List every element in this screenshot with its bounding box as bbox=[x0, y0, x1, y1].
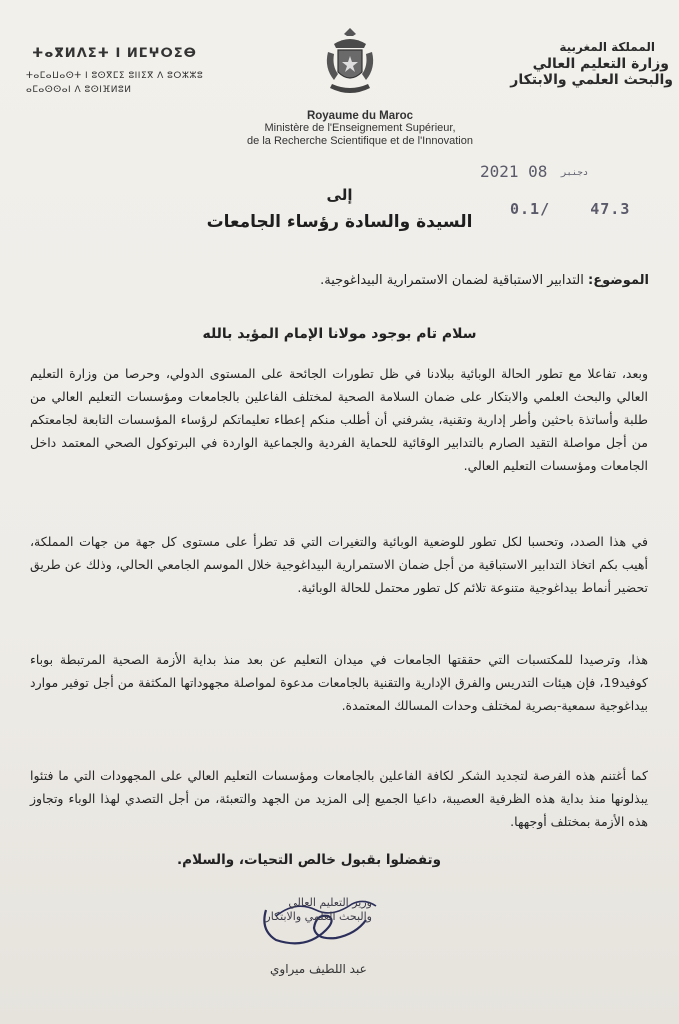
french-line-3: de la Recherche Scientifique et de l'Innovation bbox=[247, 135, 473, 147]
date-year: 2021 bbox=[480, 162, 519, 181]
subject-text: التدابير الاستباقية لضمان الاستمرارية البيداغوجية. bbox=[320, 273, 588, 288]
date-day: 08 bbox=[528, 162, 548, 181]
date-stamp bbox=[480, 162, 592, 181]
tifinagh-line-1: ⵜⴰⴳⵍⴷⵉⵜ ⵏ ⵍⵎⵖⵔⵉⴱ bbox=[32, 46, 197, 61]
addressee: السيدة والسادة رؤساء الجامعات bbox=[206, 212, 473, 232]
signatory-title bbox=[262, 896, 372, 924]
signatory-title-line-1: وزير التعليم العالي bbox=[288, 896, 372, 909]
subject-line bbox=[29, 273, 649, 288]
greeting: سلام تام بوجود مولانا الإمام المؤيد بالله bbox=[202, 326, 477, 342]
ref-left: 0.1/ bbox=[510, 200, 551, 218]
ref-right: 47.3 bbox=[590, 200, 631, 218]
tifinagh-line-2: ⵜⴰⵎⴰⵡⴰⵙⵜ ⵏ ⵓⵙⴳⵎⵉ ⵓⵏⵏⵉⴳ ⴷ ⵓⵔⵣⵣⵓ bbox=[26, 71, 204, 81]
subject-label: الموضوع: bbox=[588, 273, 649, 288]
tifinagh-line-3: ⴰⵎⴰⵙⵙⴰⵏ ⴷ ⵓⵙⵏⴼⵍⵓⵍ bbox=[26, 85, 132, 95]
french-header bbox=[200, 110, 520, 148]
paragraph-2: في هذا الصدد، وتحسبا لكل تطور للوضعية الوبائية والتغيرات التي قد تطرأ على مستوى كل جهة من جهات المملكة، أهيب بكم اتخاذ التدابير الاستباقية من أجل ضمان الاستمرارية البيداغوجية خلال الموسم الجامعي الحالي، وذلك عن طريق تحضير أنماط بيداغوجية متنوعة تلائم كل تطور محتمل للحالة الوبائية. bbox=[30, 534, 648, 595]
royal-emblem-icon bbox=[322, 28, 378, 100]
signatory-name: عبد اللطيف ميراوي bbox=[270, 962, 367, 976]
paragraph-3: هذا، وترصيدا للمكتسبات التي حققتها الجامعات في ميدان التعليم عن بعد منذ بداية الأزمة الصحية المرتبطة بوباء كوفيد19، فإن هيئات التدريس والفرق الإدارية والتقنية بالجامعات مدعوة لمواصلة مجهوداتها المكثفة من أجل توفير موارد بيداغوجية سمعية-بصرية لمختلف وحدات المسالك المعتمدة. bbox=[30, 652, 648, 713]
arabic-line-2: وزارة التعليم العالي bbox=[532, 56, 669, 72]
signatory-title-line-2: والبحث العلمي والابتكار bbox=[265, 910, 372, 923]
paragraph-4: كما أغتنم هذه الفرصة لتجديد الشكر لكافة الفاعلين بالجامعات ومؤسسات التعليم العالي على المجهودات التي ما فتئوا يبذلونها منذ بداية هذه الظرفية العصيبة، داعيا الجميع إلى المزيد من الجهد والتعبئة، من أجل التصدي لهذا الوباء وتجاوز هذه الأزمة بمختلف أوجهها. bbox=[30, 768, 648, 829]
french-line-2: Ministère de l'Enseignement Supérieur, bbox=[264, 122, 456, 134]
arabic-line-3: والبحث العلمي والابتكار bbox=[510, 72, 673, 88]
arabic-header bbox=[503, 40, 673, 88]
to-label: إلى bbox=[326, 186, 353, 204]
paragraph-1: وبعد، تفاعلا مع تطور الحالة الوبائية ببلادنا في ظل تطورات الجائحة على المستوى الدولي، وحرصا من وزارة التعليم العالي والبحث العلمي والابتكار على ضمان السلامة الصحية لمختلف الفاعلين بالجامعات ومؤسسات التعليم العالي من طلبة وأساتذة باحثين وأطر إدارية وتقنية، يشرفني أن أطلب منكم إعطاء تعليماتكم لرؤساء المؤسسات التابعة لجامعتكم من أجل مواصلة التقيد الصارم بالتدابير الوقائية للحماية الفردية والجماعية الواردة في البرتوكول الصحي المعتمد داخل الجامعات ومؤسسات التعليم العالي. bbox=[30, 366, 648, 473]
tifinagh-header bbox=[26, 46, 286, 95]
arabic-line-1: المملكة المغربية bbox=[559, 40, 655, 54]
french-line-1: Royaume du Maroc bbox=[306, 110, 414, 122]
closing-line: وتفضلوا بقبول خالص التحيات، والسلام. bbox=[177, 852, 441, 868]
date-month: دجنبر bbox=[561, 167, 589, 178]
